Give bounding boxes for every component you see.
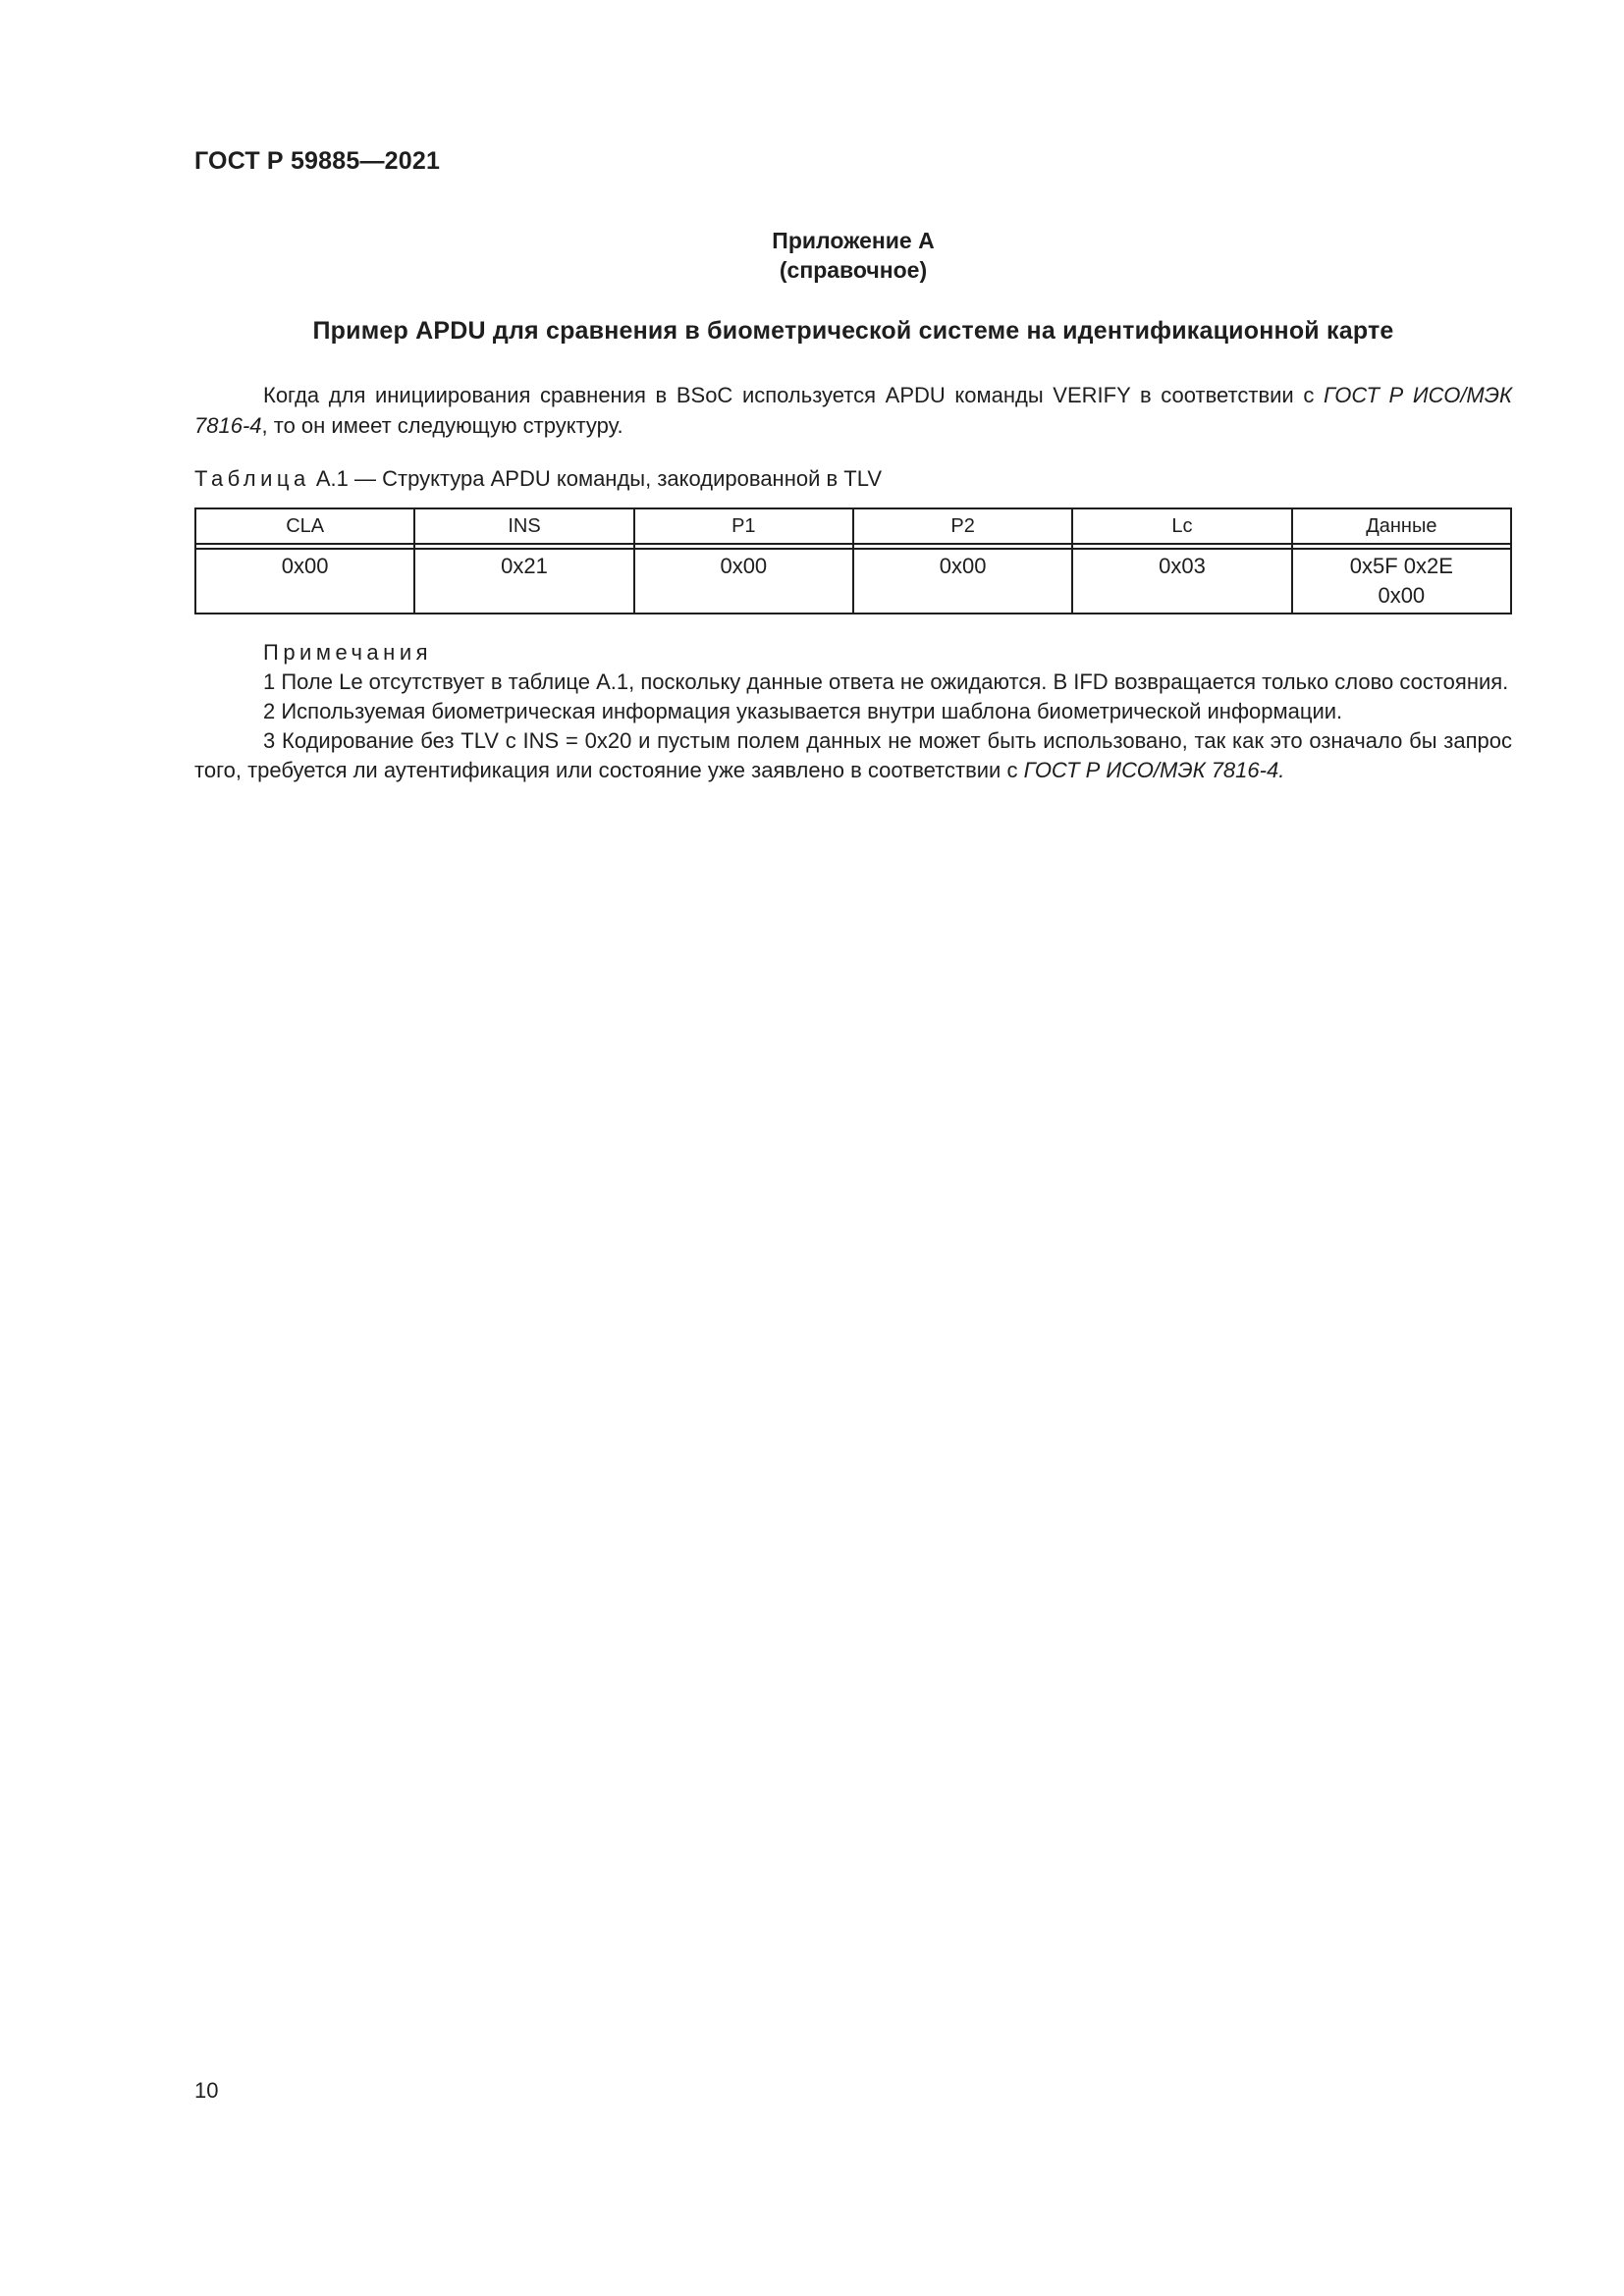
intro-standard-ref: ГОСТ Р ИСО/МЭК 7816-4 xyxy=(194,383,1512,438)
intro-paragraph xyxy=(194,380,1512,441)
header-ins: INS xyxy=(414,508,633,544)
cell-p1: 0x00 xyxy=(634,549,853,614)
header-p1: P1 xyxy=(634,508,853,544)
annex-title: Пример APDU для сравнения в биометрической системе на идентификационной карте xyxy=(312,317,1394,345)
table-header-row xyxy=(195,508,1511,544)
table-row xyxy=(195,549,1511,614)
annex-heading: Приложение А xyxy=(772,228,935,253)
notes-heading: Примечания xyxy=(263,640,433,665)
cell-cla: 0x00 xyxy=(195,549,414,614)
page-number: 10 xyxy=(194,2078,219,2103)
note-3 xyxy=(194,726,1512,785)
note-2: 2 Используемая биометрическая информация указывается внутри шаблона биометрической информации. xyxy=(263,699,1343,723)
document-code: ГОСТ Р 59885—2021 xyxy=(194,147,441,175)
header-p2: P2 xyxy=(853,508,1072,544)
cell-data-line-1: 0x5F 0x2E xyxy=(1349,554,1453,578)
apdu-structure-table xyxy=(194,507,1512,614)
cell-lc: 0x03 xyxy=(1072,549,1291,614)
cell-data-line-2: 0x00 xyxy=(1378,583,1426,608)
intro-text-after: , то он имеет следующую структуру. xyxy=(261,413,623,438)
table-caption xyxy=(194,466,882,492)
header-cla: CLA xyxy=(195,508,414,544)
note-1: 1 Поле Le отсутствует в таблице А.1, поскольку данные ответа не ожидаются. В IFD возвращается только слово состояния. xyxy=(263,669,1509,694)
header-lc: Lc xyxy=(1072,508,1291,544)
notes-section xyxy=(194,638,1512,785)
intro-text-before: Когда для инициирования сравнения в BSoC используется APDU команды VERIFY в соответствии с xyxy=(263,383,1324,407)
header-data: Данные xyxy=(1292,508,1511,544)
cell-data xyxy=(1292,549,1511,614)
cell-p2: 0x00 xyxy=(853,549,1072,614)
note-3-standard-ref: ГОСТ Р ИСО/МЭК 7816-4. xyxy=(1023,758,1285,782)
table-caption-text: А.1 — Структура APDU команды, закодированной в TLV xyxy=(309,466,883,491)
note-3-text: 3 Кодирование без TLV с INS = 0x20 и пустым полем данных не может быть использовано, так как это означало бы запрос того, требуется ли аутентификация или состояние уже заявлено в соответствии с xyxy=(194,728,1512,782)
table-caption-label: Таблица xyxy=(194,466,310,491)
cell-ins: 0x21 xyxy=(414,549,633,614)
annex-kind: (справочное) xyxy=(779,257,928,283)
